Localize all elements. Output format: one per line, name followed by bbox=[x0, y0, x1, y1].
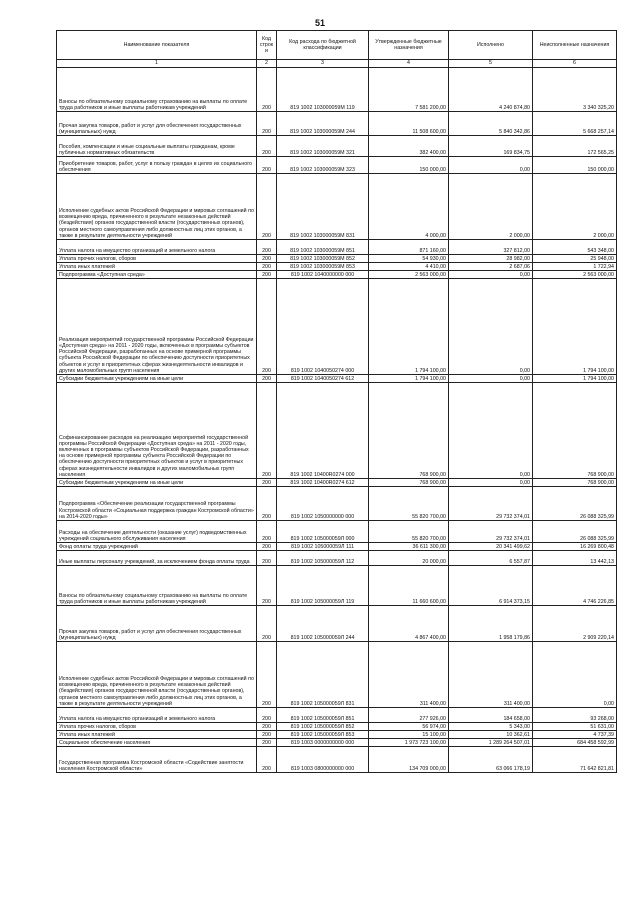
column-number: 3 bbox=[277, 60, 369, 68]
row-executed-amount: 29 732 374,01 bbox=[449, 521, 533, 543]
row-approved-amount: 311 400,00 bbox=[369, 642, 449, 708]
row-line-code: 200 bbox=[257, 279, 277, 375]
column-header-line-code: Код строк и bbox=[257, 31, 277, 60]
row-name: Уплата налога на имущество организаций и земельного налога bbox=[57, 240, 257, 255]
row-line-code: 200 bbox=[257, 240, 277, 255]
row-budget-code: 819 1002 105000059Л 112 bbox=[277, 551, 369, 566]
row-approved-amount: 11 660 600,00 bbox=[369, 566, 449, 606]
row-name: Социальное обеспечение населения bbox=[57, 739, 257, 747]
row-line-code: 200 bbox=[257, 487, 277, 521]
column-header-approved: Утвержденные бюджетные назначения bbox=[369, 31, 449, 60]
row-executed-amount: 28 982,00 bbox=[449, 255, 533, 263]
row-unexecuted-amount: 2 909 220,14 bbox=[533, 606, 617, 642]
row-budget-code: 819 1002 103000059М 321 bbox=[277, 136, 369, 157]
row-approved-amount: 15 100,00 bbox=[369, 731, 449, 739]
table-row bbox=[57, 731, 617, 739]
row-budget-code: 819 1003 0000000000 000 bbox=[277, 739, 369, 747]
row-executed-amount: 169 834,75 bbox=[449, 136, 533, 157]
row-unexecuted-amount: 26 088 325,99 bbox=[533, 521, 617, 543]
row-approved-amount: 7 581 200,00 bbox=[369, 68, 449, 112]
row-executed-amount: 184 658,00 bbox=[449, 708, 533, 723]
row-line-code: 200 bbox=[257, 747, 277, 773]
row-unexecuted-amount: 26 088 325,99 bbox=[533, 487, 617, 521]
row-unexecuted-amount: 0,00 bbox=[533, 642, 617, 708]
row-name: Фонд оплаты труда учреждений bbox=[57, 543, 257, 551]
row-budget-code: 819 1002 105000059Л 119 bbox=[277, 566, 369, 606]
row-budget-code: 819 1002 105000059Л 831 bbox=[277, 642, 369, 708]
row-approved-amount: 1 794 100,00 bbox=[369, 279, 449, 375]
row-line-code: 200 bbox=[257, 375, 277, 383]
row-budget-code: 819 1002 103000059М 119 bbox=[277, 68, 369, 112]
table-row bbox=[57, 551, 617, 566]
row-unexecuted-amount: 1 794 100,00 bbox=[533, 375, 617, 383]
row-unexecuted-amount: 25 948,00 bbox=[533, 255, 617, 263]
row-unexecuted-amount: 93 268,00 bbox=[533, 708, 617, 723]
row-executed-amount: 10 362,61 bbox=[449, 731, 533, 739]
row-unexecuted-amount: 5 668 257,14 bbox=[533, 112, 617, 136]
row-unexecuted-amount: 150 000,00 bbox=[533, 157, 617, 174]
row-line-code: 200 bbox=[257, 255, 277, 263]
row-executed-amount: 0,00 bbox=[449, 157, 533, 174]
row-approved-amount: 4 867 400,00 bbox=[369, 606, 449, 642]
row-unexecuted-amount: 2 000,00 bbox=[533, 174, 617, 240]
row-executed-amount: 20 341 499,62 bbox=[449, 543, 533, 551]
row-budget-code: 819 1002 1040050274 612 bbox=[277, 375, 369, 383]
row-line-code: 200 bbox=[257, 263, 277, 271]
table-row bbox=[57, 112, 617, 136]
row-budget-code: 819 1002 10400R0274 000 bbox=[277, 383, 369, 479]
row-budget-code: 819 1002 103000059М 853 bbox=[277, 263, 369, 271]
row-name: Софинансирование расходов на реализацию мероприятий государственной программы Российской Федерации «Доступная среда» на 2011 - 2020 годы, включенных в программы субъектов Российской Федерации, разработанных на основе примерной программы субъекта Российской Федерации по обеспечению доступности приоритетных объектов и услуг в приоритетных сферах жизнедеятельности инвалидов и других маломобильных групп населения bbox=[57, 383, 257, 479]
row-line-code: 200 bbox=[257, 551, 277, 566]
table-row bbox=[57, 157, 617, 174]
row-unexecuted-amount: 3 340 325,20 bbox=[533, 68, 617, 112]
row-name: Уплата налога на имущество организаций и земельного налога bbox=[57, 708, 257, 723]
row-name: Уплата иных платежей bbox=[57, 263, 257, 271]
table-row bbox=[57, 543, 617, 551]
row-name: Прочая закупка товаров, работ и услуг для обеспечения государственных (муниципальных) нужд bbox=[57, 112, 257, 136]
row-name: Субсидии бюджетным учреждениям на иные цели bbox=[57, 479, 257, 487]
table-row bbox=[57, 279, 617, 375]
row-line-code: 200 bbox=[257, 157, 277, 174]
row-approved-amount: 768 900,00 bbox=[369, 383, 449, 479]
row-budget-code: 819 1002 103000059М 323 bbox=[277, 157, 369, 174]
row-approved-amount: 277 926,00 bbox=[369, 708, 449, 723]
row-name: Уплата прочих налогов, сборов bbox=[57, 255, 257, 263]
row-approved-amount: 1 794 100,00 bbox=[369, 375, 449, 383]
column-number: 4 bbox=[369, 60, 449, 68]
row-approved-amount: 768 900,00 bbox=[369, 479, 449, 487]
column-number: 1 bbox=[57, 60, 257, 68]
column-number-row bbox=[57, 60, 617, 68]
column-header-unexecuted: Неисполненные назначения bbox=[533, 31, 617, 60]
row-executed-amount: 2 000,00 bbox=[449, 174, 533, 240]
row-name: Взносы по обязательному социальному страхованию на выплаты по оплате труда работников и иные выплаты работникам учреждений bbox=[57, 68, 257, 112]
table-row bbox=[57, 739, 617, 747]
table-row bbox=[57, 708, 617, 723]
row-line-code: 200 bbox=[257, 112, 277, 136]
row-executed-amount: 311 400,00 bbox=[449, 642, 533, 708]
row-executed-amount: 0,00 bbox=[449, 479, 533, 487]
row-unexecuted-amount: 543 348,00 bbox=[533, 240, 617, 255]
column-number: 5 bbox=[449, 60, 533, 68]
row-unexecuted-amount: 768 900,00 bbox=[533, 383, 617, 479]
row-line-code: 200 bbox=[257, 566, 277, 606]
row-executed-amount: 6 914 373,15 bbox=[449, 566, 533, 606]
table-row bbox=[57, 255, 617, 263]
row-line-code: 200 bbox=[257, 731, 277, 739]
row-name: Государственная программа Костромской области «Содействие занятости населения Костромской области» bbox=[57, 747, 257, 773]
row-name: Расходы на обеспечение деятельности (оказание услуг) подведомственных учреждений социального обслуживания населения bbox=[57, 521, 257, 543]
row-line-code: 200 bbox=[257, 136, 277, 157]
row-line-code: 200 bbox=[257, 642, 277, 708]
row-budget-code: 819 1002 103000059М 851 bbox=[277, 240, 369, 255]
row-executed-amount: 5 840 342,86 bbox=[449, 112, 533, 136]
row-name: Исполнение судебных актов Российской Федерации и мировых соглашений по возмещению вреда, причиненного в результате незаконных действий (бездействия) органов государственной власти (государственных органов), органов местного самоуправления либо должностных лиц этих органов, а также в результате деятельности учреждений bbox=[57, 174, 257, 240]
row-approved-amount: 36 611 300,00 bbox=[369, 543, 449, 551]
table-body bbox=[57, 68, 617, 773]
row-budget-code: 819 1002 10400R0274 612 bbox=[277, 479, 369, 487]
budget-execution-table bbox=[56, 30, 617, 773]
row-approved-amount: 54 930,00 bbox=[369, 255, 449, 263]
row-executed-amount: 327 812,00 bbox=[449, 240, 533, 255]
row-executed-amount: 2 687,06 bbox=[449, 263, 533, 271]
table-row bbox=[57, 606, 617, 642]
row-budget-code: 819 1002 105000059Л 853 bbox=[277, 731, 369, 739]
row-approved-amount: 382 400,00 bbox=[369, 136, 449, 157]
table-row bbox=[57, 487, 617, 521]
row-executed-amount: 0,00 bbox=[449, 383, 533, 479]
row-executed-amount: 5 343,00 bbox=[449, 723, 533, 731]
row-unexecuted-amount: 51 631,00 bbox=[533, 723, 617, 731]
column-header-budget-code: Код расхода по бюджетной классификации bbox=[277, 31, 369, 60]
row-line-code: 200 bbox=[257, 708, 277, 723]
table-row bbox=[57, 566, 617, 606]
table-row bbox=[57, 375, 617, 383]
row-approved-amount: 56 974,00 bbox=[369, 723, 449, 731]
row-unexecuted-amount: 71 642 821,81 bbox=[533, 747, 617, 773]
column-number: 2 bbox=[257, 60, 277, 68]
row-executed-amount: 0,00 bbox=[449, 375, 533, 383]
row-executed-amount: 6 557,87 bbox=[449, 551, 533, 566]
row-name: Подпрограмма «Обеспечение реализации государственной программы Костромской области «Социальная поддержка граждан Костромской области» на 2014-2020 годы» bbox=[57, 487, 257, 521]
row-approved-amount: 55 820 700,00 bbox=[369, 521, 449, 543]
table-row bbox=[57, 263, 617, 271]
row-unexecuted-amount: 684 458 592,99 bbox=[533, 739, 617, 747]
row-approved-amount: 4 410,00 bbox=[369, 263, 449, 271]
row-name: Исполнение судебных актов Российской Федерации и мировых соглашений по возмещению вреда, причиненного в результате незаконных действий (бездействия) органов государственной власти (государственных органов), органов местного самоуправления либо должностных лиц этих органов, а также в результате деятельности учреждений bbox=[57, 642, 257, 708]
row-approved-amount: 1 973 723 100,00 bbox=[369, 739, 449, 747]
row-unexecuted-amount: 13 442,13 bbox=[533, 551, 617, 566]
row-line-code: 200 bbox=[257, 723, 277, 731]
row-budget-code: 819 1002 103000059М 852 bbox=[277, 255, 369, 263]
row-line-code: 200 bbox=[257, 606, 277, 642]
table-row bbox=[57, 240, 617, 255]
column-header-executed: Исполнено bbox=[449, 31, 533, 60]
row-approved-amount: 4 000,00 bbox=[369, 174, 449, 240]
row-executed-amount: 4 240 874,80 bbox=[449, 68, 533, 112]
row-approved-amount: 134 709 000,00 bbox=[369, 747, 449, 773]
row-name: Уплата иных платежей bbox=[57, 731, 257, 739]
row-unexecuted-amount: 1 722,94 bbox=[533, 263, 617, 271]
row-executed-amount: 63 066 178,19 bbox=[449, 747, 533, 773]
row-executed-amount: 0,00 bbox=[449, 279, 533, 375]
row-name: Подпрограмма «Доступная среда» bbox=[57, 271, 257, 279]
table-row bbox=[57, 747, 617, 773]
row-line-code: 200 bbox=[257, 479, 277, 487]
page-number: 51 bbox=[314, 18, 325, 28]
row-approved-amount: 150 000,00 bbox=[369, 157, 449, 174]
row-executed-amount: 1 289 264 507,01 bbox=[449, 739, 533, 747]
row-approved-amount: 871 160,00 bbox=[369, 240, 449, 255]
header-row bbox=[57, 31, 617, 60]
row-name: Реализация мероприятий государственной программы Российской Федерации «Доступная среда» на 2011 - 2020 годы, включенных в программы субъектов Российской Федерации, разработанных на основе примерной программы субъекта Российской Федерации по обеспечению доступности приоритетных объектов и услуг в приоритетных сферах жизнедеятельности инвалидов и других маломобильных групп населения bbox=[57, 279, 257, 375]
table-row bbox=[57, 136, 617, 157]
row-executed-amount: 29 732 374,01 bbox=[449, 487, 533, 521]
row-executed-amount: 0,00 bbox=[449, 271, 533, 279]
row-executed-amount: 1 958 179,86 bbox=[449, 606, 533, 642]
row-name: Субсидии бюджетным учреждениям на иные цели bbox=[57, 375, 257, 383]
row-approved-amount: 2 563 000,00 bbox=[369, 271, 449, 279]
row-name: Взносы по обязательному социальному страхованию на выплаты по оплате труда работников и иные выплаты работникам учреждений bbox=[57, 566, 257, 606]
row-name: Уплата прочих налогов, сборов bbox=[57, 723, 257, 731]
table-row bbox=[57, 479, 617, 487]
column-number: 6 bbox=[533, 60, 617, 68]
row-budget-code: 819 1002 1040000000 000 bbox=[277, 271, 369, 279]
row-budget-code: 819 1002 1040050274 000 bbox=[277, 279, 369, 375]
row-line-code: 200 bbox=[257, 271, 277, 279]
row-name: Иные выплаты персоналу учреждений, за исключением фонда оплаты труда bbox=[57, 551, 257, 566]
row-unexecuted-amount: 172 565,25 bbox=[533, 136, 617, 157]
row-line-code: 200 bbox=[257, 174, 277, 240]
row-unexecuted-amount: 1 794 100,00 bbox=[533, 279, 617, 375]
table-row bbox=[57, 174, 617, 240]
row-name: Приобретение товаров, работ, услуг в пользу граждан в целях их социального обеспечения bbox=[57, 157, 257, 174]
row-budget-code: 819 1002 105000059Л 244 bbox=[277, 606, 369, 642]
row-unexecuted-amount: 4 737,39 bbox=[533, 731, 617, 739]
table-row bbox=[57, 68, 617, 112]
table-row bbox=[57, 521, 617, 543]
row-budget-code: 819 1002 105000059Л 852 bbox=[277, 723, 369, 731]
row-line-code: 200 bbox=[257, 739, 277, 747]
row-unexecuted-amount: 2 563 000,00 bbox=[533, 271, 617, 279]
row-budget-code: 819 1002 103000059М 831 bbox=[277, 174, 369, 240]
row-budget-code: 819 1002 1050000000 000 bbox=[277, 487, 369, 521]
row-budget-code: 819 1002 105000059Л 000 bbox=[277, 521, 369, 543]
table-row bbox=[57, 642, 617, 708]
row-unexecuted-amount: 768 900,00 bbox=[533, 479, 617, 487]
row-budget-code: 819 1002 105000059Л 111 bbox=[277, 543, 369, 551]
row-line-code: 200 bbox=[257, 383, 277, 479]
row-name: Прочая закупка товаров, работ и услуг для обеспечения государственных (муниципальных) нужд bbox=[57, 606, 257, 642]
row-line-code: 200 bbox=[257, 521, 277, 543]
column-header-name: Наименование показателя bbox=[57, 31, 257, 60]
table-row bbox=[57, 383, 617, 479]
row-unexecuted-amount: 4 746 226,85 bbox=[533, 566, 617, 606]
table-row bbox=[57, 271, 617, 279]
row-budget-code: 819 1002 103000059М 244 bbox=[277, 112, 369, 136]
row-unexecuted-amount: 16 269 800,48 bbox=[533, 543, 617, 551]
row-line-code: 200 bbox=[257, 543, 277, 551]
row-budget-code: 819 1002 105000059Л 851 bbox=[277, 708, 369, 723]
row-line-code: 200 bbox=[257, 68, 277, 112]
row-budget-code: 819 1003 0800000000 000 bbox=[277, 747, 369, 773]
row-approved-amount: 55 820 700,00 bbox=[369, 487, 449, 521]
table-row bbox=[57, 723, 617, 731]
row-approved-amount: 11 508 600,00 bbox=[369, 112, 449, 136]
row-name: Пособия, компенсации и иные социальные выплаты гражданам, кроме публичных нормативных обязательств bbox=[57, 136, 257, 157]
row-approved-amount: 20 000,00 bbox=[369, 551, 449, 566]
